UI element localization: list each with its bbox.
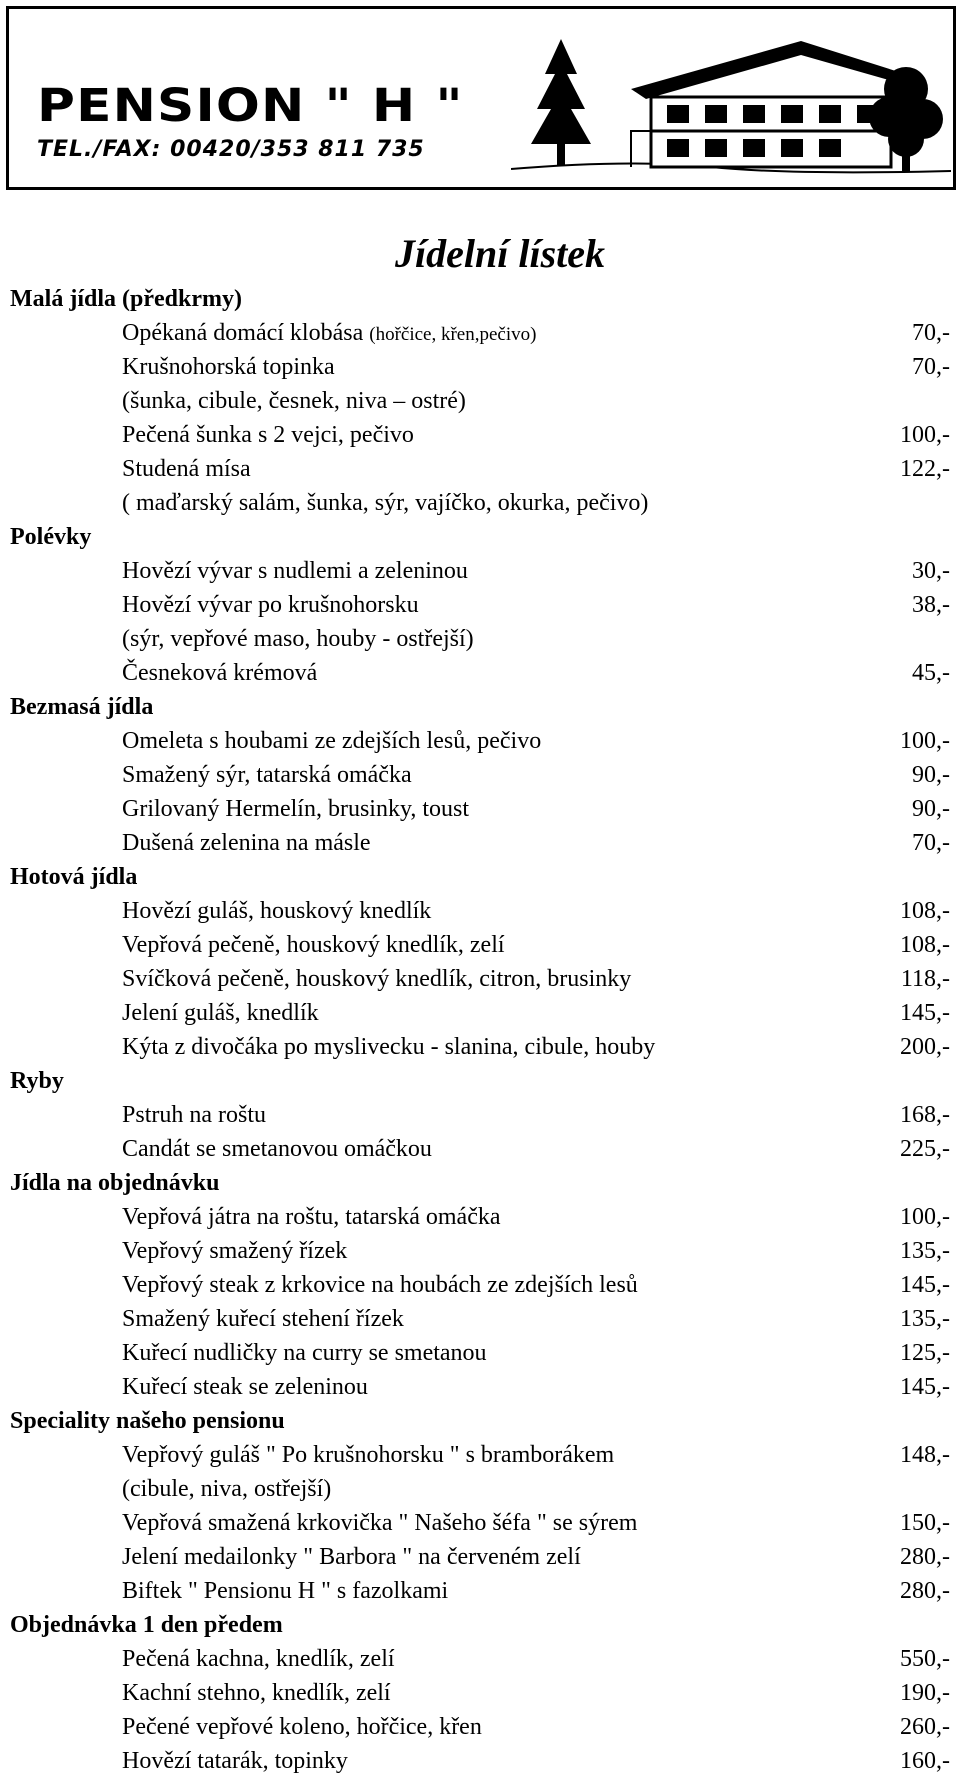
menu-item-price: 225,- [900, 1136, 950, 1162]
menu-item-price: 550,- [900, 1646, 950, 1672]
menu-item-price: 145,- [900, 1272, 950, 1298]
menu-item [0, 792, 960, 826]
menu-item-name [122, 1438, 614, 1472]
menu-item-name-text: Vepřová smažená krkovička " Našeho šéfa " se sýrem [122, 1510, 638, 1536]
menu-item-name-text: ( maďarský salám, šunka, sýr, vajíčko, okurka, pečivo) [122, 490, 649, 516]
menu-item [0, 418, 960, 452]
menu-item-name [122, 1302, 404, 1336]
menu-item-price: 108,- [900, 932, 950, 958]
menu-item [0, 1506, 960, 1540]
menu-item [0, 1438, 960, 1472]
menu-item-note: (hořčice, křen,pečivo) [369, 324, 537, 345]
menu-item-price: 100,- [900, 728, 950, 754]
menu-item-name-text: Hovězí vývar s nudlemi a zeleninou [122, 558, 468, 584]
menu-item [0, 316, 960, 350]
menu-item-name [122, 1472, 331, 1506]
menu-item-name-text: Hovězí guláš, houskový knedlík [122, 898, 432, 924]
header-box [6, 6, 956, 190]
menu-item-name [122, 1506, 637, 1540]
menu-item-name-text: Krušnohorská topinka [122, 354, 335, 380]
menu-item-name [122, 1574, 448, 1608]
menu-item-price: 70,- [912, 354, 950, 380]
menu-item-price: 45,- [912, 660, 950, 686]
menu-item [0, 486, 960, 520]
menu-title: Jídelní lístek [395, 231, 605, 276]
menu-item [0, 996, 960, 1030]
menu-item [0, 1540, 960, 1574]
menu-item [0, 1234, 960, 1268]
menu-list [0, 282, 960, 1778]
menu-item-name-text: Česneková krémová [122, 660, 318, 686]
menu-item-name [122, 1710, 482, 1744]
menu-item-name [122, 622, 474, 656]
menu-item-name [122, 1132, 432, 1166]
menu-item-name [122, 1370, 368, 1404]
menu-item [0, 554, 960, 588]
menu-item-price: 38,- [912, 592, 950, 618]
menu-item-name-text: Opékaná domácí klobása [122, 320, 364, 346]
menu-item-name-text: Jelení medailonky " Barbora " na červeném zelí [122, 1544, 581, 1570]
menu-item [0, 384, 960, 418]
menu-item-price: 145,- [900, 1374, 950, 1400]
menu-item-price: 280,- [900, 1578, 950, 1604]
menu-item [0, 724, 960, 758]
pension-house-drawing-icon [511, 19, 951, 187]
pension-name: PENSION " H " [37, 79, 464, 132]
section-heading: Malá jídla (předkrmy) [10, 286, 242, 312]
menu-item-name-text: Kýta z divočáka po myslivecku - slanina, cibule, houby [122, 1034, 656, 1060]
menu-item [0, 1710, 960, 1744]
menu-item-name-text: Smažený kuřecí stehení řízek [122, 1306, 404, 1332]
menu-item [0, 452, 960, 486]
menu-item-name-text: Pečená šunka s 2 vejci, pečivo [122, 422, 414, 448]
menu-item [0, 962, 960, 996]
menu-item-price: 135,- [900, 1238, 950, 1264]
menu-item-name-text: Vepřový guláš " Po krušnohorsku " s bramborákem [122, 1442, 615, 1468]
menu-item-name [122, 452, 251, 486]
menu-item-name [122, 554, 468, 588]
menu-item-price: 160,- [900, 1748, 950, 1774]
menu-item [0, 1268, 960, 1302]
menu-item-name [122, 1098, 266, 1132]
menu-item-name-text: Studená mísa [122, 456, 251, 482]
menu-item-price: 280,- [900, 1544, 950, 1570]
menu-item-name-text: Kuřecí nudličky na curry se smetanou [122, 1340, 487, 1366]
menu-item-name-text: Candát se smetanovou omáčkou [122, 1136, 432, 1162]
menu-item-price: 100,- [900, 422, 950, 448]
menu-item-price: 168,- [900, 1102, 950, 1128]
menu-item-name [122, 894, 431, 928]
menu-item-name [122, 1336, 487, 1370]
menu-item [0, 1642, 960, 1676]
menu-item-price: 108,- [900, 898, 950, 924]
section-heading: Polévky [10, 524, 92, 550]
menu-item [0, 758, 960, 792]
menu-item-name-text: Vepřový steak z krkovice na houbách ze zdejších lesů [122, 1272, 638, 1298]
menu-item-name [122, 1268, 638, 1302]
menu-item-name [122, 826, 371, 860]
menu-item-name-text: Kachní stehno, knedlík, zelí [122, 1680, 391, 1706]
section-heading: Jídla na objednávku [10, 1170, 220, 1196]
section-heading: Ryby [10, 1068, 64, 1094]
menu-item [0, 1574, 960, 1608]
menu-item-name [122, 588, 419, 622]
menu-item-price: 100,- [900, 1204, 950, 1230]
menu-item [0, 350, 960, 384]
menu-item-name-text: Vepřová játra na roštu, tatarská omáčka [122, 1204, 501, 1230]
menu-item-name [122, 418, 414, 452]
menu-item-name-text: Hovězí tatarák, topinky [122, 1748, 348, 1774]
menu-item-name [122, 996, 319, 1030]
menu-item-price: 148,- [900, 1442, 950, 1468]
menu-item-price: 260,- [900, 1714, 950, 1740]
menu-item-name [122, 316, 536, 352]
menu-item-name-text: (šunka, cibule, česnek, niva – ostré) [122, 388, 466, 414]
menu-item-price: 145,- [900, 1000, 950, 1026]
menu-item-name [122, 1540, 581, 1574]
menu-item-name [122, 656, 317, 690]
menu-item [0, 826, 960, 860]
menu-item-name-text: Smažený sýr, tatarská omáčka [122, 762, 412, 788]
menu-item-price: 200,- [900, 1034, 950, 1060]
menu-item [0, 1030, 960, 1064]
section-heading: Objednávka 1 den předem [10, 1612, 283, 1638]
menu-item-name-text: Dušená zelenina na másle [122, 830, 371, 856]
menu-item [0, 894, 960, 928]
menu-item-name-text: (cibule, niva, ostřejší) [122, 1476, 332, 1502]
menu-item-name [122, 758, 412, 792]
section-heading: Speciality našeho pensionu [10, 1408, 285, 1434]
menu-item-name-text: Grilovaný Hermelín, brusinky, toust [122, 796, 470, 822]
menu-item-price: 150,- [900, 1510, 950, 1536]
menu-item-name [122, 1642, 395, 1676]
menu-item-price: 90,- [912, 796, 950, 822]
menu-item [0, 1472, 960, 1506]
menu-item-price: 135,- [900, 1306, 950, 1332]
menu-item-name-text: Vepřový smažený řízek [122, 1238, 348, 1264]
menu-item-name [122, 724, 541, 758]
menu-item-name [122, 486, 648, 520]
menu-item-price: 122,- [900, 456, 950, 482]
menu-item [0, 928, 960, 962]
menu-item-name [122, 1200, 501, 1234]
menu-item [0, 1744, 960, 1778]
menu-item-name-text: Pečená kachna, knedlík, zelí [122, 1646, 395, 1672]
menu-item-price: 190,- [900, 1680, 950, 1706]
menu-item [0, 1098, 960, 1132]
menu-item [0, 1676, 960, 1710]
menu-item-name-text: Jelení guláš, knedlík [122, 1000, 319, 1026]
menu-item-name-text: Pečené vepřové koleno, hořčice, křen [122, 1714, 482, 1740]
menu-item [0, 588, 960, 622]
section-heading: Bezmasá jídla [10, 694, 154, 720]
menu-item-price: 70,- [912, 830, 950, 856]
menu-item-name [122, 962, 631, 996]
menu-item-name [122, 928, 505, 962]
menu-item [0, 1302, 960, 1336]
menu-item-name-text: Biftek " Pensionu H " s fazolkami [122, 1578, 449, 1604]
menu-item [0, 656, 960, 690]
menu-item [0, 1336, 960, 1370]
menu-item-name [122, 384, 466, 418]
menu-item-name [122, 792, 469, 826]
menu-item-price: 125,- [900, 1340, 950, 1366]
menu-item-price: 118,- [900, 966, 950, 992]
menu-item-name-text: Pstruh na roštu [122, 1102, 266, 1128]
menu-item-price: 90,- [912, 762, 950, 788]
menu-item [0, 1200, 960, 1234]
menu-item-name [122, 1676, 391, 1710]
menu-item-name-text: Svíčková pečeně, houskový knedlík, citron, brusinky [122, 966, 632, 992]
menu-item-price: 70,- [912, 320, 950, 346]
menu-item-name-text: (sýr, vepřové maso, houby - ostřejší) [122, 626, 474, 652]
menu-item-name-text: Hovězí vývar po krušnohorsku [122, 592, 419, 618]
menu-item-name-text: Vepřová pečeně, houskový knedlík, zelí [122, 932, 505, 958]
menu-item-name [122, 1744, 348, 1778]
menu-item-name [122, 1234, 347, 1268]
menu-item-price: 30,- [912, 558, 950, 584]
menu-item [0, 1370, 960, 1404]
menu-item [0, 1132, 960, 1166]
menu-item-name-text: Kuřecí steak se zeleninou [122, 1374, 368, 1400]
menu-item-name-text: Omeleta s houbami ze zdejších lesů, pečivo [122, 728, 542, 754]
menu-item-name [122, 350, 335, 384]
menu-item [0, 622, 960, 656]
pension-phone: TEL./FAX: 00420/353 811 735 [37, 137, 425, 162]
menu-item-name [122, 1030, 655, 1064]
section-heading: Hotová jídla [10, 864, 138, 890]
